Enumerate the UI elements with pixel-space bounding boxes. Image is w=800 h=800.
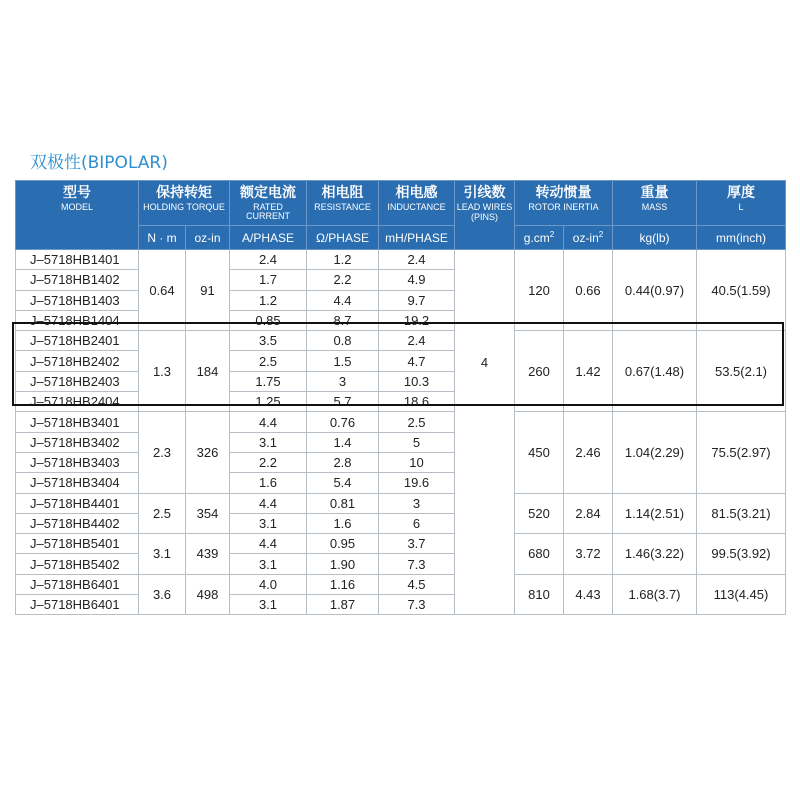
current-cell: 0.85 [230,310,307,330]
resistance-cell: 3 [307,371,379,391]
torque-ozin-cell: 326 [186,412,230,493]
length-cell: 113(4.45) [697,574,786,615]
resistance-cell: 1.5 [307,351,379,371]
table-row [16,574,786,594]
inductance-cell: 19.6 [379,473,455,493]
model-cell: J–5718HB6401 [16,574,139,594]
model-cell: J–5718HB2402 [16,351,139,371]
inductance-cell: 4.5 [379,574,455,594]
torque-ozin-cell: 439 [186,534,230,575]
model-cell: J–5718HB1404 [16,310,139,330]
inertia-g-cell: 120 [515,250,564,331]
length-cell: 40.5(1.59) [697,250,786,331]
header-current: 额定电流 RATED CURRENT [230,181,307,226]
inductance-cell: 4.9 [379,270,455,290]
header-resistance: 相电阻 RESISTANCE [307,181,379,226]
inertia-g-cell: 810 [515,574,564,615]
header-inertia: 转动惯量 ROTOR INERTIA [515,181,613,226]
model-cell: J–5718HB2403 [16,371,139,391]
model-cell: J–5718HB1403 [16,290,139,310]
resistance-cell: 0.81 [307,493,379,513]
model-cell: J–5718HB3402 [16,432,139,452]
current-cell: 3.1 [230,595,307,615]
resistance-cell: 0.76 [307,412,379,432]
inductance-cell: 3.7 [379,534,455,554]
resistance-cell: 1.6 [307,513,379,533]
inductance-cell: 10.3 [379,371,455,391]
torque-nm-cell: 1.3 [139,331,186,412]
model-cell: J–5718HB4402 [16,513,139,533]
inductance-cell: 2.5 [379,412,455,432]
current-cell: 3.1 [230,513,307,533]
model-cell: J–5718HB5401 [16,534,139,554]
inductance-cell: 2.4 [379,250,455,270]
model-cell: J–5718HB3403 [16,452,139,472]
inductance-cell: 4.7 [379,351,455,371]
inertia-oz-cell: 2.84 [564,493,613,534]
model-cell: J–5718HB2404 [16,392,139,412]
length-cell: 99.5(3.92) [697,534,786,575]
resistance-cell: 4.4 [307,290,379,310]
current-cell: 3.5 [230,331,307,351]
length-cell: 53.5(2.1) [697,331,786,412]
current-cell: 2.4 [230,250,307,270]
inductance-cell: 18.6 [379,392,455,412]
unit-inertia-g: $g.cm^2$ [515,226,564,250]
inertia-oz-cell: 2.46 [564,412,613,493]
torque-nm-cell: 3.1 [139,534,186,575]
inertia-oz-cell: 1.42 [564,331,613,412]
unit-torque-nm: N · m [139,226,186,250]
resistance-cell: 1.90 [307,554,379,574]
torque-nm-cell: 3.6 [139,574,186,615]
current-cell: 1.25 [230,392,307,412]
unit-length: mm(inch) [697,226,786,250]
torque-ozin-cell: 91 [186,250,230,331]
model-cell: J–5718HB1401 [16,250,139,270]
lead-wires-cell: 4 [455,250,515,615]
current-cell: 4.4 [230,412,307,432]
length-cell: 81.5(3.21) [697,493,786,534]
model-cell: J–5718HB2401 [16,331,139,351]
current-cell: 1.6 [230,473,307,493]
model-cell: J–5718HB3404 [16,473,139,493]
model-cell: J–5718HB5402 [16,554,139,574]
resistance-cell: 5.4 [307,473,379,493]
model-cell: J–5718HB1402 [16,270,139,290]
resistance-cell: 5.7 [307,392,379,412]
torque-nm-cell: 2.5 [139,493,186,534]
inductance-cell: 3 [379,493,455,513]
torque-ozin-cell: 184 [186,331,230,412]
inertia-oz-cell: 3.72 [564,534,613,575]
mass-cell: 1.14(2.51) [613,493,697,534]
current-cell: 4.4 [230,493,307,513]
current-cell: 3.1 [230,432,307,452]
resistance-cell: 2.2 [307,270,379,290]
unit-inertia-oz: $oz-in^2$ [564,226,613,250]
inertia-oz-cell: 4.43 [564,574,613,615]
resistance-cell: 2.8 [307,452,379,472]
unit-resistance: Ω/PHASE [307,226,379,250]
unit-current: A/PHASE [230,226,307,250]
length-cell: 75.5(2.97) [697,412,786,493]
mass-cell: 1.46(3.22) [613,534,697,575]
model-cell: J–5718HB6401 [16,595,139,615]
torque-ozin-cell: 498 [186,574,230,615]
current-cell: 4.4 [230,534,307,554]
table-row [16,493,786,513]
inductance-cell: 10 [379,452,455,472]
header-inductance: 相电感 INDUCTANCE [379,181,455,226]
spec-table-body [16,250,786,615]
inertia-oz-cell: 0.66 [564,250,613,331]
inductance-cell: 19.2 [379,310,455,330]
model-cell: J–5718HB3401 [16,412,139,432]
current-cell: 3.1 [230,554,307,574]
mass-cell: 0.67(1.48) [613,331,697,412]
torque-nm-cell: 2.3 [139,412,186,493]
header-torque: 保持转矩 HOLDING TORQUE [139,181,230,226]
unit-mass: kg(lb) [613,226,697,250]
table-row [16,412,786,432]
torque-ozin-cell: 354 [186,493,230,534]
header-model: 型号 MODEL [16,181,139,250]
model-cell: J–5718HB4401 [16,493,139,513]
current-cell: 2.2 [230,452,307,472]
torque-nm-cell: 0.64 [139,250,186,331]
inertia-g-cell: 260 [515,331,564,412]
inductance-cell: 5 [379,432,455,452]
resistance-cell: 1.2 [307,250,379,270]
current-cell: 1.2 [230,290,307,310]
resistance-cell: 1.87 [307,595,379,615]
unit-torque-ozin: oz-in [186,226,230,250]
table-row [16,250,786,270]
table-row [16,331,786,351]
spec-table [15,180,786,615]
inertia-g-cell: 450 [515,412,564,493]
resistance-cell: 8.7 [307,310,379,330]
inertia-g-cell: 680 [515,534,564,575]
table-title: 双极性(BIPOLAR) [30,153,168,173]
unit-inductance: mH/PHASE [379,226,455,250]
resistance-cell: 0.8 [307,331,379,351]
mass-cell: 1.68(3.7) [613,574,697,615]
inductance-cell: 7.3 [379,554,455,574]
mass-cell: 1.04(2.29) [613,412,697,493]
header-mass: 重量 MASS [613,181,697,226]
current-cell: 1.7 [230,270,307,290]
resistance-cell: 1.16 [307,574,379,594]
resistance-cell: 1.4 [307,432,379,452]
resistance-cell: 0.95 [307,534,379,554]
current-cell: 2.5 [230,351,307,371]
current-cell: 4.0 [230,574,307,594]
inductance-cell: 7.3 [379,595,455,615]
mass-cell: 0.44(0.97) [613,250,697,331]
inertia-g-cell: 520 [515,493,564,534]
inductance-cell: 9.7 [379,290,455,310]
header-lead-wires: 引线数 LEAD WIRES (PINS) [455,181,515,250]
inductance-cell: 6 [379,513,455,533]
inductance-cell: 2.4 [379,331,455,351]
header-length: 厚度 L [697,181,786,226]
current-cell: 1.75 [230,371,307,391]
table-row [16,534,786,554]
